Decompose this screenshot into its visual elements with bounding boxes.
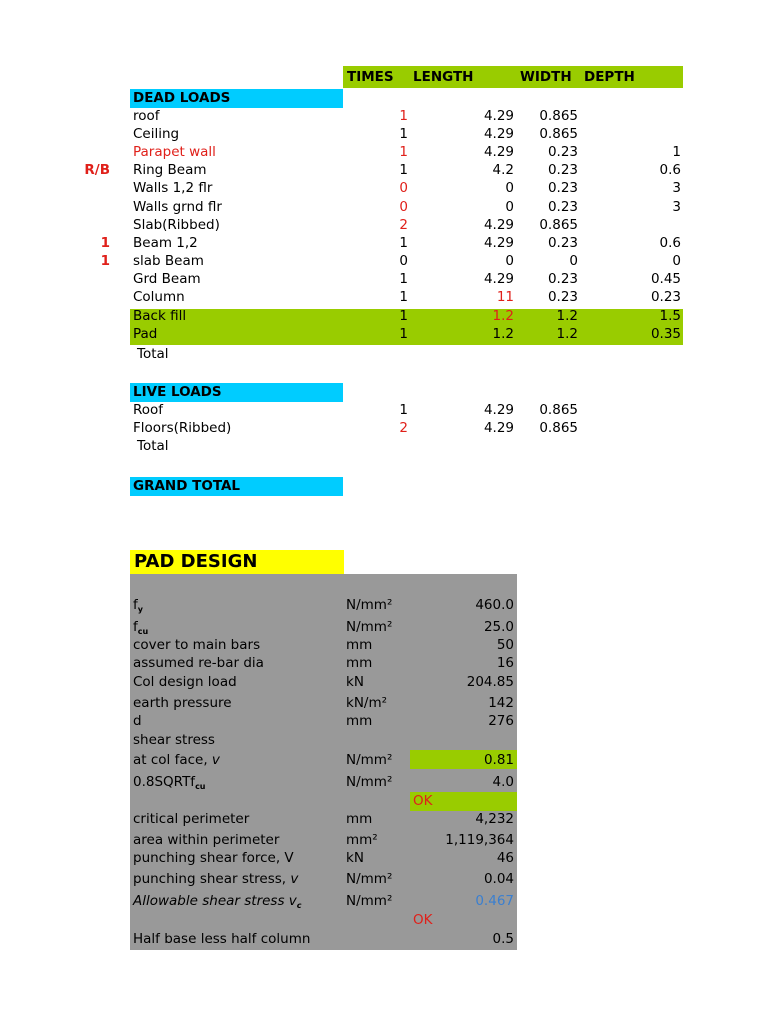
length-cell: 0 [505, 180, 514, 196]
unit-cell: mm [346, 655, 373, 671]
depth-cell: 1.5 [659, 308, 681, 324]
label-text: Half base less half column [133, 931, 311, 947]
depth-cell: 0.6 [659, 235, 681, 251]
label-text: critical perimeter [133, 811, 250, 827]
label-text: f [133, 619, 138, 635]
value-cell: 25.0 [483, 619, 514, 635]
value-cell: 276 [488, 713, 514, 729]
pad-row-label [133, 596, 143, 614]
length-cell: 4.29 [483, 217, 514, 233]
length-cell: 4.2 [492, 162, 514, 178]
label-text: Allowable shear stress v [133, 893, 297, 909]
unit-cell: kN [346, 850, 364, 866]
row-label: slab Beam [133, 253, 204, 269]
depth-cell: 1 [672, 144, 681, 160]
row-label: Walls grnd flr [133, 199, 222, 215]
length-cell: 0 [505, 199, 514, 215]
label-text: shear stress [133, 732, 215, 748]
label-text: f [133, 597, 138, 613]
times-cell: 1 [399, 108, 408, 124]
value-cell: 46 [496, 850, 514, 866]
times-cell: 1 [399, 126, 408, 142]
label-text: at col face, [133, 752, 212, 768]
width-cell: 0.23 [547, 180, 578, 196]
pad-row-label [133, 618, 148, 636]
depth-cell: 0.35 [650, 326, 681, 342]
label-text: Col design load [133, 674, 237, 690]
times-cell: 1 [399, 289, 408, 305]
width-cell: 0.23 [547, 199, 578, 215]
label-subscript: cu [137, 627, 149, 636]
dead-loads-title: DEAD LOADS [133, 90, 231, 106]
length-cell: 4.29 [483, 235, 514, 251]
live-loads-total-label: Total [137, 438, 169, 454]
pad-row-label [133, 870, 298, 888]
unit-cell: kN [346, 674, 364, 690]
label-text: area within perimeter [133, 832, 280, 848]
times-cell: 1 [399, 402, 408, 418]
unit-cell: mm [346, 637, 373, 653]
length-cell: 4.29 [483, 108, 514, 124]
pad-row-label [133, 654, 264, 672]
length-cell: 4.29 [483, 144, 514, 160]
depth-cell: 0 [672, 253, 681, 269]
pad-row-label [133, 731, 215, 749]
row-label: Grd Beam [133, 271, 201, 287]
width-cell: 0 [569, 253, 578, 269]
value-cell: 4,232 [475, 811, 514, 827]
pad-row-label [133, 773, 206, 791]
label-text: punching shear stress, [133, 871, 291, 887]
unit-cell: N/mm² [346, 774, 393, 790]
row-label: Floors(Ribbed) [133, 420, 232, 436]
row-marker: 1 [100, 235, 110, 251]
row-label: Beam 1,2 [133, 235, 198, 251]
width-cell: 0.865 [539, 126, 578, 142]
label-italic: v [290, 871, 299, 887]
row-label: Slab(Ribbed) [133, 217, 220, 233]
value-cell: 0.04 [483, 871, 514, 887]
width-cell: 0.23 [547, 271, 578, 287]
depth-cell: 0.23 [650, 289, 681, 305]
value-cell: 460.0 [475, 597, 514, 613]
ok-status: OK [413, 793, 433, 809]
label-italic: v [211, 752, 220, 768]
unit-cell: N/mm² [346, 597, 393, 613]
times-cell: 1 [399, 271, 408, 287]
unit-cell: N/mm² [346, 871, 393, 887]
length-cell: 4.29 [483, 420, 514, 436]
pad-row-label [133, 831, 279, 849]
depth-cell: 0.45 [650, 271, 681, 287]
value-cell: 0.81 [483, 752, 514, 768]
row-marker: R/B [84, 162, 110, 178]
pad-row-label [133, 694, 232, 712]
length-cell: 4.29 [483, 271, 514, 287]
pad-row-label [133, 810, 249, 828]
times-cell: 1 [399, 144, 408, 160]
unit-cell: mm [346, 713, 373, 729]
pad-row-label [133, 636, 260, 654]
pad-row-label [133, 849, 294, 867]
row-label: Ceiling [133, 126, 180, 142]
row-label: Walls 1,2 flr [133, 180, 213, 196]
times-cell: 0 [399, 199, 408, 215]
value-cell: 4.0 [492, 774, 514, 790]
row-label: roof [133, 108, 160, 124]
width-cell: 0.23 [547, 162, 578, 178]
depth-cell: 0.6 [659, 162, 681, 178]
value-cell: 0.467 [475, 893, 514, 909]
label-text: d [133, 713, 142, 729]
length-cell: 4.29 [483, 402, 514, 418]
length-cell: 1.2 [492, 308, 514, 324]
width-cell: 1.2 [556, 308, 578, 324]
label-text: punching shear force, V [133, 850, 294, 866]
width-cell: 0.865 [539, 108, 578, 124]
width-cell: 0.865 [539, 217, 578, 233]
header-times: TIMES [347, 69, 394, 85]
header-depth: DEPTH [584, 69, 635, 85]
pad-row-label [133, 751, 220, 769]
unit-cell: N/mm² [346, 619, 393, 635]
times-cell: 2 [399, 420, 408, 436]
label-subscript: cu [195, 782, 206, 791]
unit-cell: mm² [346, 832, 378, 848]
pad-row-label [133, 892, 302, 910]
header-length: LENGTH [413, 69, 474, 85]
width-cell: 0.23 [547, 289, 578, 305]
pad-row-label [133, 930, 310, 948]
label-text: assumed re-bar dia [133, 655, 264, 671]
label-subscript: c [296, 901, 302, 910]
times-cell: 1 [399, 308, 408, 324]
value-cell: 16 [496, 655, 514, 671]
grand-total-label: GRAND TOTAL [133, 478, 241, 494]
pad-design-title: PAD DESIGN [134, 551, 258, 572]
row-marker: 1 [100, 253, 110, 269]
times-cell: 0 [399, 253, 408, 269]
pad-row-label [133, 712, 142, 730]
ok-status: OK [413, 912, 433, 928]
times-cell: 2 [399, 217, 408, 233]
label-subscript: y [137, 605, 143, 614]
value-cell: 50 [496, 637, 514, 653]
times-cell: 0 [399, 180, 408, 196]
pad-row-label [133, 673, 237, 691]
row-label: Pad [133, 326, 158, 342]
label-text: cover to main bars [133, 637, 261, 653]
length-cell: 11 [496, 289, 514, 305]
length-cell: 4.29 [483, 126, 514, 142]
unit-cell: mm [346, 811, 373, 827]
value-cell: 1,119,364 [445, 832, 514, 848]
unit-cell: N/mm² [346, 752, 393, 768]
length-cell: 1.2 [492, 326, 514, 342]
times-cell: 1 [399, 235, 408, 251]
width-cell: 0.865 [539, 420, 578, 436]
row-label: Column [133, 289, 185, 305]
times-cell: 1 [399, 326, 408, 342]
depth-cell: 3 [672, 199, 681, 215]
unit-cell: kN/m² [346, 695, 388, 711]
unit-cell: N/mm² [346, 893, 393, 909]
width-cell: 0.23 [547, 144, 578, 160]
row-label: Ring Beam [133, 162, 207, 178]
width-cell: 0.865 [539, 402, 578, 418]
row-label: Back fill [133, 308, 187, 324]
row-label: Parapet wall [133, 144, 216, 160]
value-cell: 204.85 [466, 674, 514, 690]
value-cell: 142 [488, 695, 514, 711]
width-cell: 0.23 [547, 235, 578, 251]
value-cell: 0.5 [492, 931, 514, 947]
width-cell: 1.2 [556, 326, 578, 342]
row-label: Roof [133, 402, 164, 418]
dead-loads-total-label: Total [137, 346, 169, 362]
header-width: WIDTH [520, 69, 572, 85]
label-text: 0.8SQRTf [133, 774, 196, 790]
length-cell: 0 [505, 253, 514, 269]
depth-cell: 3 [672, 180, 681, 196]
label-text: earth pressure [133, 695, 232, 711]
times-cell: 1 [399, 162, 408, 178]
live-loads-title: LIVE LOADS [133, 384, 222, 400]
